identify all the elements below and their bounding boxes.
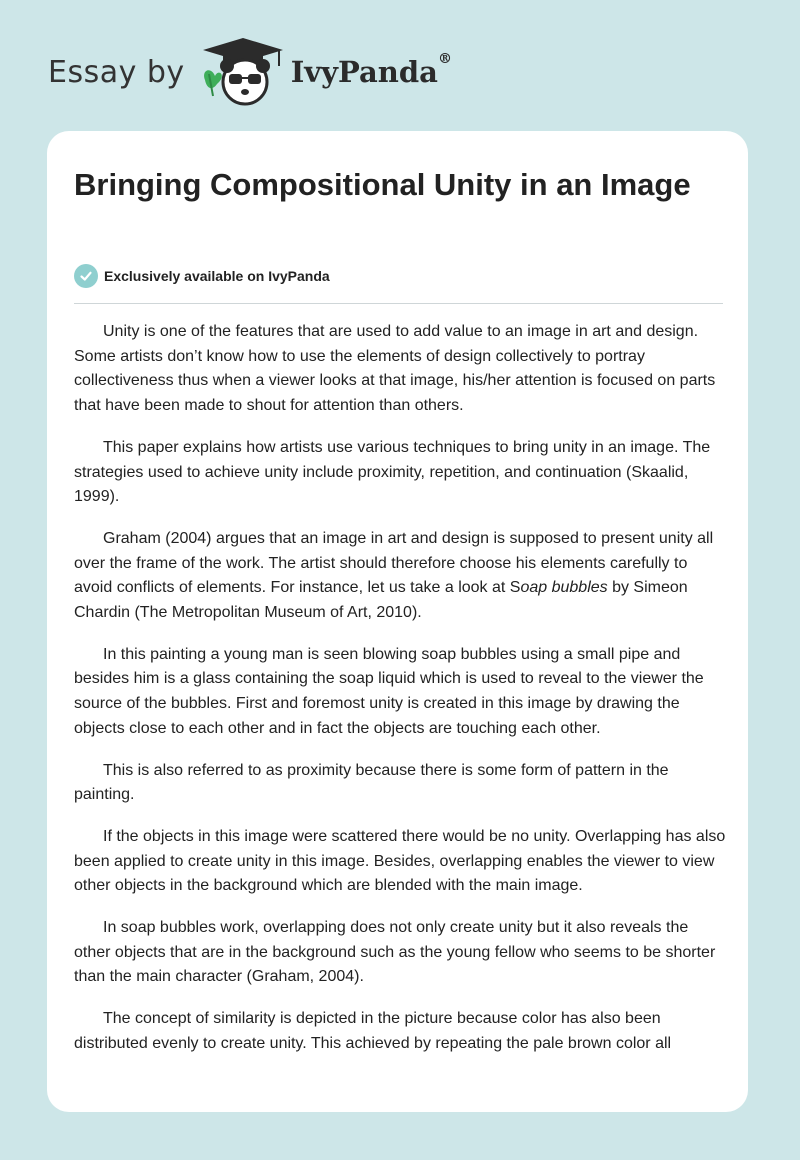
exclusive-badge-label: Exclusively available on IvyPanda — [104, 268, 330, 284]
paragraph: Graham (2004) argues that an image in art and design is supposed to present unity all over the frame of the work. The artist should therefore choose his elements carefully to avoid conflicts of elements. For instance, let us take a look at Soap bubbles by Simeon Chardin (The Metropolitan Museum of Art, 2010). — [74, 529, 714, 622]
check-circle-icon — [74, 264, 98, 288]
exclusive-badge — [74, 264, 330, 288]
paragraph: The concept of similarity is depicted in the picture because color has also been distributed evenly to create unity. This achieved by repeating the pale brown color all — [74, 1010, 672, 1052]
essay-card — [47, 131, 748, 1112]
paragraph: This is also referred to as proximity because there is some form of pattern in the painting. — [74, 761, 669, 804]
artwork-title: oap bubbles — [520, 579, 608, 597]
ivypanda-wordmark: IvyPanda® — [290, 51, 452, 89]
paragraph: This paper explains how artists use various techniques to bring unity in an image. The strategies used to achieve unity include proximity, repetition, and continuation (Skaalid, 1999). — [74, 438, 711, 506]
essay-title: Bringing Compositional Unity in an Image — [74, 167, 691, 202]
site-header-brand[interactable] — [48, 36, 452, 108]
title-divider — [74, 303, 723, 304]
paragraph: Unity is one of the features that are used to add value to an image in art and design. Some artists don’t know how to use the elements of design collectively to portray collectiveness thus when a viewer looks at that image, his/her attention is focused on parts that have been made to shout for attention than others. — [74, 323, 716, 415]
essay-by-label: Essay by — [48, 54, 185, 90]
essay-body — [74, 320, 726, 1074]
panda-logo-icon — [199, 36, 287, 108]
paragraph: If the objects in this image were scattered there would be no unity. Overlapping has also been applied to create unity in this image. Besides, overlapping enables the viewer to view other objects in the background which are blended with the main image. — [74, 827, 726, 895]
paragraph: In this painting a young man is seen blowing soap bubbles using a small pipe and besides him is a glass containing the soap liquid which is used to reveal to the viewer the source of the bubbles. First and foremost unity is created in this image by drawing the objects close to each other and in fact the objects are touching each other. — [74, 645, 704, 737]
registered-mark: ® — [437, 51, 452, 67]
paragraph: In soap bubbles work, overlapping does not only create unity but it also reveals the other objects that are in the background such as the young fellow who seems to be shorter than the main character (Graham, 2004). — [74, 919, 716, 986]
